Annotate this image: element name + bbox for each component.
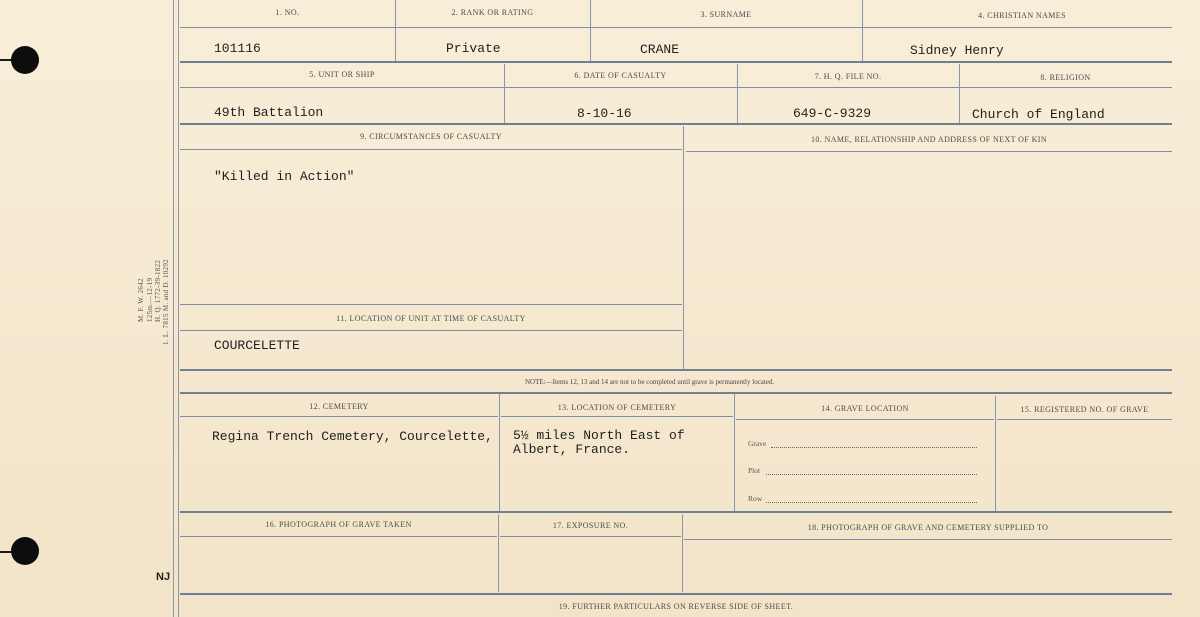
value-rank: Private <box>446 41 501 56</box>
label-next-of-kin: 10. NAME, RELATIONSHIP AND ADDRESS OF NEXT OF KIN <box>810 135 1048 144</box>
value-cemetery: Regina Trench Cemetery, Courcelette, <box>212 429 493 444</box>
rule <box>180 87 1172 88</box>
value-circumstances: "Killed in Action" <box>214 169 355 184</box>
rule <box>684 539 1172 540</box>
label-hq-file: 7. H. Q. FILE NO. <box>814 72 882 81</box>
label-christian-names: 4. CHRISTIAN NAMES <box>978 11 1066 20</box>
rule <box>498 514 499 592</box>
label-location-unit: 11. LOCATION OF UNIT AT TIME OF CASUALTY <box>336 314 526 323</box>
label-plot: Plot <box>748 466 761 475</box>
plot-line <box>766 474 977 475</box>
label-grave-location: 14. GRAVE LOCATION <box>821 404 909 413</box>
label-no: 1. NO. <box>275 8 300 17</box>
label-circumstances: 9. CIRCUMSTANCES OF CASUALTY <box>360 132 502 141</box>
label-row: Row <box>748 494 763 503</box>
label-grave: Grave <box>748 439 767 448</box>
label-surname: 3. SURNAME <box>700 10 752 19</box>
punch-hole-top <box>11 46 39 74</box>
label-exposure: 17. EXPOSURE NO. <box>552 521 629 530</box>
value-hq-file: 649-C-9329 <box>793 106 872 121</box>
form-code: M. F. W. 2642 <box>137 278 145 322</box>
punch-hole-bottom <box>11 537 39 565</box>
value-unit: 49th Battalion <box>214 105 324 120</box>
rule <box>997 419 1172 420</box>
label-religion: 8. RELIGION <box>1040 73 1091 82</box>
rule <box>180 27 1172 28</box>
label-location-cemetery: 13. LOCATION OF CEMETERY <box>557 403 677 412</box>
rule <box>180 392 1172 394</box>
rule <box>180 416 498 417</box>
label-date: 6. DATE OF CASUALTY <box>574 71 667 80</box>
value-date: 8-10-16 <box>577 106 632 121</box>
rule <box>499 394 500 511</box>
initials: NJ <box>156 571 171 583</box>
rule <box>180 593 1172 595</box>
rule <box>180 304 682 305</box>
value-christian-names: Sidney Henry <box>910 43 1004 58</box>
row-line <box>766 502 977 503</box>
rule <box>180 511 1172 513</box>
rule <box>683 126 684 370</box>
label-cemetery: 12. CEMETERY <box>309 402 369 411</box>
value-surname: CRANE <box>640 42 680 57</box>
rule <box>686 151 1172 152</box>
footer-text: 19. FURTHER PARTICULARS ON REVERSE SIDE OF SHEET. <box>558 602 794 611</box>
value-location-cemetery: 5½ miles North East of Albert, France. <box>513 428 685 457</box>
grave-line <box>771 447 977 448</box>
rule <box>995 396 996 511</box>
rule <box>736 419 994 420</box>
note-text: NOTE:—Items 12, 13 and 14 are not to be completed until grave is permanently located. <box>525 378 775 386</box>
rule <box>180 123 1172 125</box>
rule <box>500 536 681 537</box>
form-code: 1. L. 7815 M. and D. 10292 <box>162 259 170 345</box>
label-unit: 5. UNIT OR SHIP <box>309 70 375 79</box>
rule <box>180 536 497 537</box>
value-religion: Church of England <box>972 107 1105 122</box>
margin-rule <box>178 0 179 617</box>
rule <box>180 149 682 150</box>
form-code: H. Q. 1772-39-1822 <box>154 259 162 322</box>
form-code: 125m.—12-19 <box>146 277 154 322</box>
label-registered-no: 15. REGISTERED NO. OF GRAVE <box>1020 405 1149 414</box>
rule <box>501 416 733 417</box>
margin-rule <box>173 0 174 617</box>
rule <box>180 330 682 331</box>
value-no: 101116 <box>214 41 261 56</box>
rule <box>734 394 735 511</box>
rule <box>180 61 1172 63</box>
rule <box>180 369 1172 371</box>
label-photo-taken: 16. PHOTOGRAPH OF GRAVE TAKEN <box>265 520 412 529</box>
rule <box>862 0 863 61</box>
label-rank: 2. RANK OR RATING <box>451 8 534 17</box>
rule <box>682 514 683 592</box>
label-photo-supplied: 18. PHOTOGRAPH OF GRAVE AND CEMETERY SUPPLIED TO <box>807 523 1049 532</box>
value-location-unit: COURCELETTE <box>214 338 300 353</box>
